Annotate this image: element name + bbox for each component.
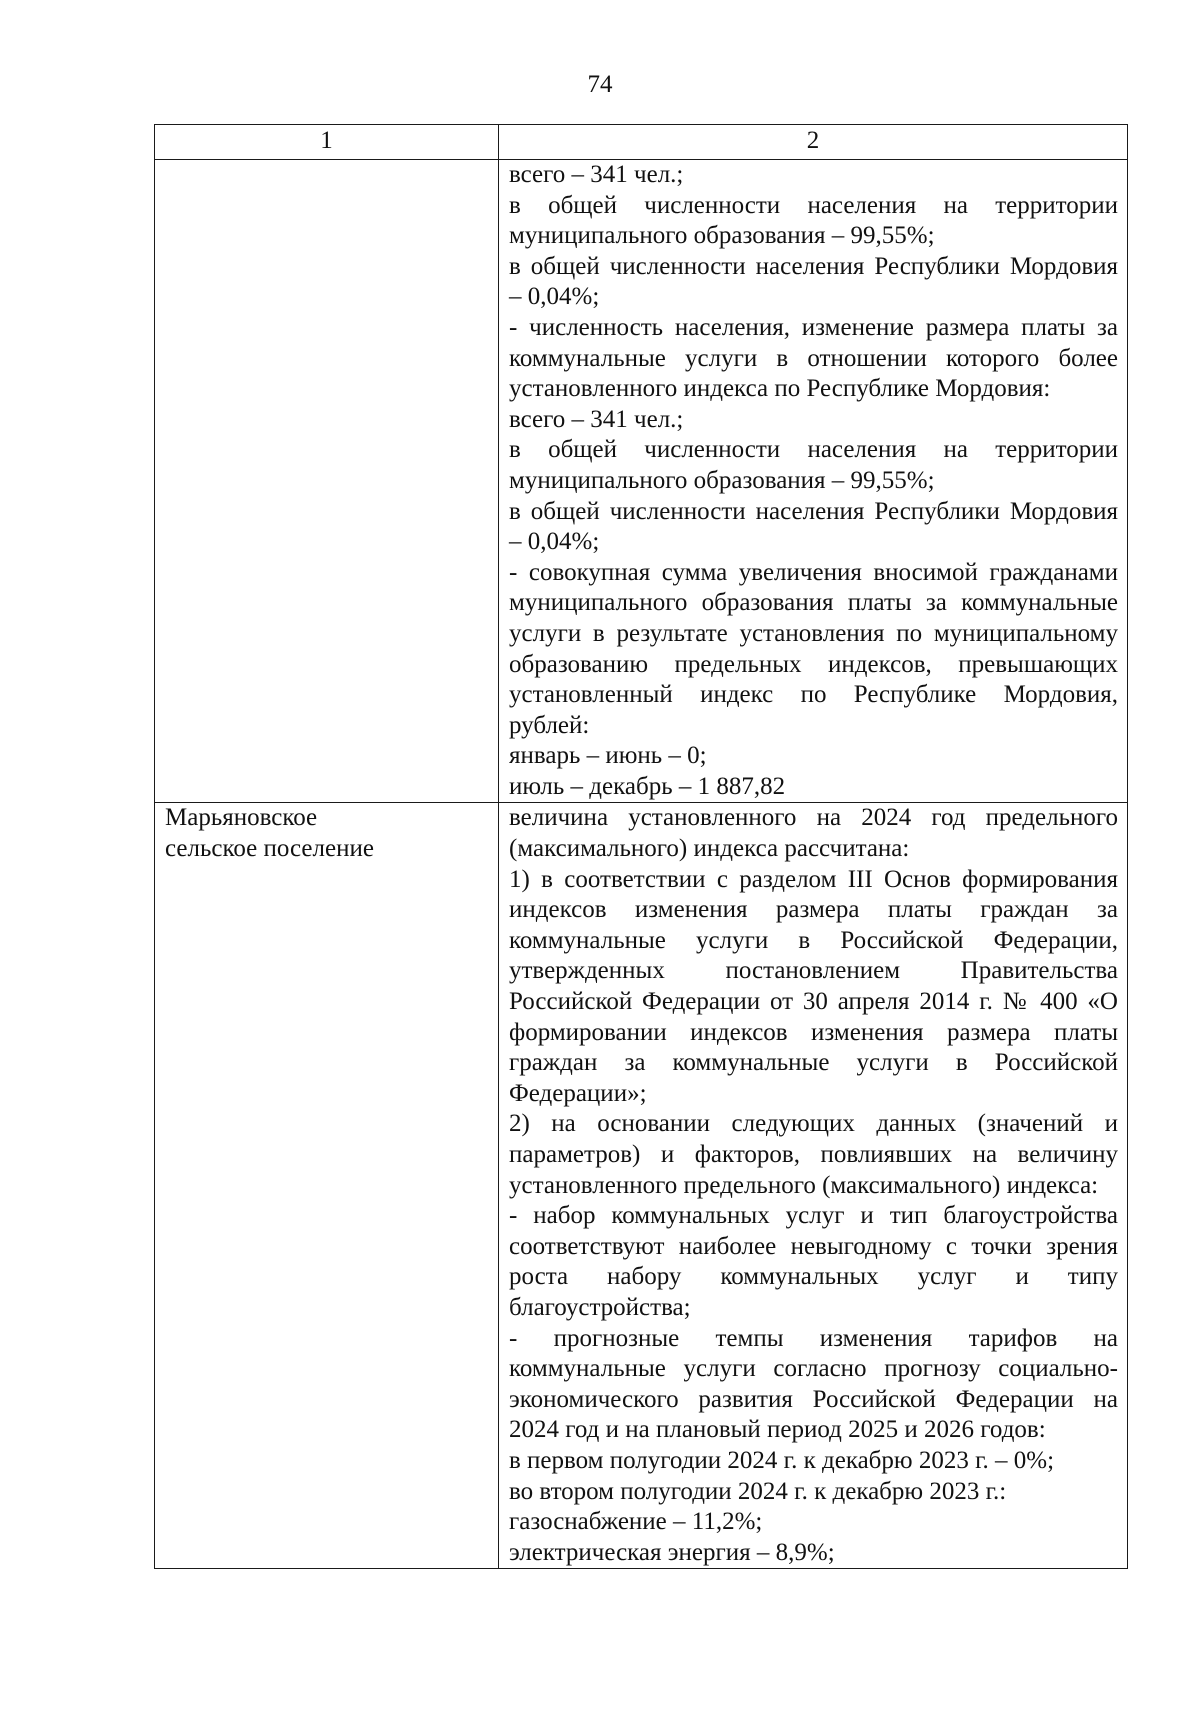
column-header-1: 1: [155, 125, 499, 160]
municipality-name-line: Марьяновское: [165, 804, 318, 832]
paragraph: в общей численности населения Республики Мордовия – 0,04%;: [509, 497, 1118, 556]
paragraph: всего – 341 чел.;: [509, 405, 684, 433]
paragraph: всего – 341 чел.;: [509, 161, 684, 188]
paragraph: электрическая энергия – 8,9%;: [509, 1538, 835, 1566]
row-2-col-2: [499, 803, 1128, 1569]
paragraph: январь – июнь – 0;: [509, 742, 707, 770]
paragraph: - численность населения, изменение размера платы за коммунальные услуги в отношении которого более установленного индекса по Республике Мордовия:: [509, 313, 1118, 403]
paragraph: во втором полугодии 2024 г. к декабрю 2023 г.:: [509, 1477, 1007, 1505]
column-header-2: 2: [499, 125, 1128, 160]
table-header-row: [155, 125, 1128, 160]
paragraph: величина установленного на 2024 год предельного (максимального) индекса рассчитана:: [509, 804, 1118, 863]
paragraph: - набор коммунальных услуг и тип благоустройства соответствуют наиболее невыгодному с точки зрения роста набору коммунальных услуг и типу благоустройства;: [509, 1202, 1118, 1321]
paragraph: в общей численности населения на территории муниципального образования – 99,55%;: [509, 191, 1118, 250]
paragraph: газоснабжение – 11,2%;: [509, 1508, 763, 1536]
table-row: [155, 160, 1128, 803]
municipality-name-line: сельское поселение: [165, 835, 374, 863]
row-1-col-2: [499, 160, 1128, 803]
paragraph: в общей численности населения Республики Мордовия – 0,04%;: [509, 252, 1118, 311]
row-1-col-1: [155, 160, 499, 803]
paragraph: 1) в соответствии с разделом III Основ формирования индексов изменения размера платы граждан за коммунальные услуги в Российской Федерации, утвержденных постановлением Правительства Российской Федерации от 30 апреля 2014 г. № 400 «О формировании индексов изменения размера платы граждан за коммунальные услуги в Российской Федерации»;: [509, 865, 1118, 1107]
table-row: [155, 803, 1128, 1569]
paragraph: в первом полугодии 2024 г. к декабрю 2023 г. – 0%;: [509, 1446, 1055, 1474]
page-number: 74: [587, 71, 613, 98]
row-2-col-1: [155, 803, 499, 1569]
paragraph: июль – декабрь – 1 887,82: [509, 772, 786, 800]
paragraph: - совокупная сумма увеличения вносимой гражданами муниципального образования платы за коммунальные услуги в результате установления по муниципальному образованию предельных индексов, превышающих установленный индекс по Республике Мордовия, рублей:: [509, 558, 1118, 739]
paragraph: - прогнозные темпы изменения тарифов на коммунальные услуги согласно прогнозу социально-экономического развития Российской Федерации на 2024 год и на плановый период 2025 и 2026 годов:: [509, 1324, 1118, 1444]
paragraph: 2) на основании следующих данных (значений и параметров) и факторов, повлиявших на величину установленного предельного (максимального) индекса:: [509, 1110, 1118, 1199]
paragraph: в общей численности населения на территории муниципального образования – 99,55%;: [509, 436, 1118, 494]
data-table: [154, 124, 1128, 1569]
